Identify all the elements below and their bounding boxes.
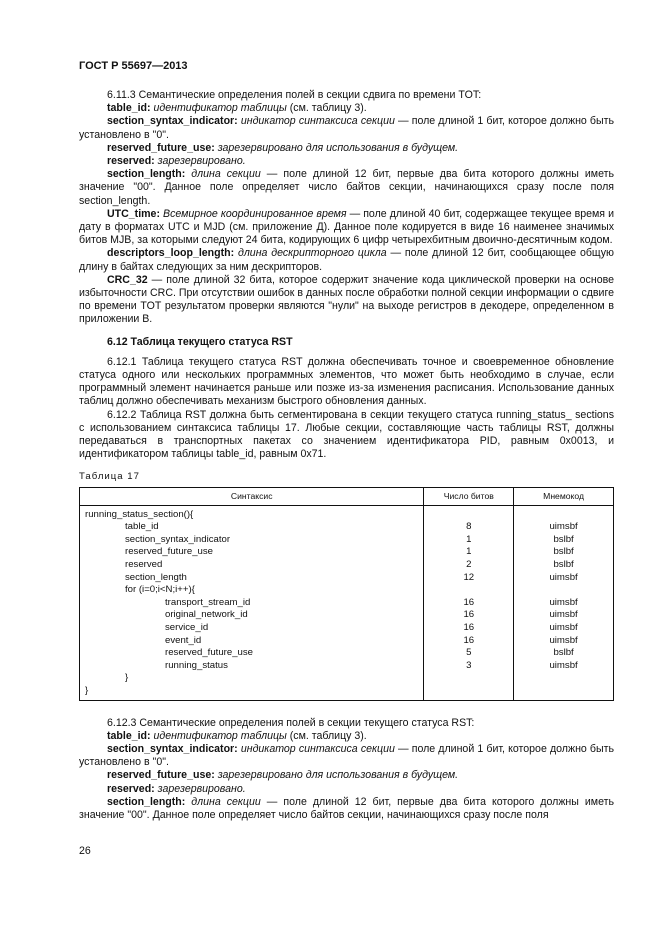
section-intro-rst: 6.12.3 Семантические определения полей в секции текущего статуса RST:	[107, 716, 475, 729]
table-row	[80, 505, 614, 521]
table-row	[80, 635, 614, 648]
section-intro-tot: 6.11.3 Семантические определения полей в секции сдвига по времени TOT:	[107, 89, 482, 101]
cell-syntax: section_syntax_indicator	[80, 534, 424, 547]
cell-bits: 16	[424, 622, 514, 635]
table-row	[80, 572, 614, 585]
cell-mnemonic	[514, 584, 614, 597]
cell-bits: 16	[424, 609, 514, 622]
cell-mnemonic	[514, 685, 614, 700]
cell-syntax: for (i=0;i<N;i++){	[80, 584, 424, 597]
cell-syntax: event_id	[80, 635, 424, 648]
table-header-bits: Число битов	[424, 487, 514, 505]
field-ssi-tot: section_syntax_indicator: индикатор синтаксиса секции — поле длиной 1 бит, которое должно быть установлено в "0".	[79, 115, 614, 141]
table-row	[80, 546, 614, 559]
field-crc32: CRC_32 — поле длиной 32 бита, которое содержит значение кода циклической проверки на основе избыточности CRC. При отсутствии ошибок в данных после обработки полной секции информации о сдвиге по времени TOT результатом проверки являются "нули" на выходе регистров в декодере, определенном в приложении В.	[79, 273, 614, 326]
cell-bits: 1	[424, 534, 514, 547]
cell-syntax: running_status_section(){	[80, 505, 424, 521]
field-reserved-rst: reserved: зарезервировано.	[107, 782, 246, 795]
cell-mnemonic: uimsbf	[514, 609, 614, 622]
cell-bits: 8	[424, 521, 514, 534]
cell-bits: 1	[424, 546, 514, 559]
cell-bits	[424, 584, 514, 597]
cell-syntax: reserved	[80, 559, 424, 572]
table-row	[80, 597, 614, 610]
field-reserved-tot: reserved: зарезервировано.	[107, 155, 246, 168]
table-header-mnemonic: Мнемокод	[514, 487, 614, 505]
cell-mnemonic: uimsbf	[514, 572, 614, 585]
cell-syntax: reserved_future_use	[80, 647, 424, 660]
cell-bits: 12	[424, 572, 514, 585]
syntax-table	[79, 487, 614, 701]
field-rfu-tot: reserved_future_use: зарезервировано для использования в будущем.	[107, 141, 459, 154]
table-row	[80, 584, 614, 597]
cell-syntax: reserved_future_use	[80, 546, 424, 559]
cell-syntax: service_id	[80, 622, 424, 635]
cell-bits	[424, 685, 514, 700]
field-section-length-rst: section_length: длина секции — поле длиной 12 бит, первые два бита которого должны иметь значение "00". Данное поле определяет число байтов секции, начинающихся сразу после поля	[79, 795, 614, 822]
cell-mnemonic	[514, 505, 614, 521]
cell-mnemonic: uimsbf	[514, 635, 614, 648]
syntax-table-body	[80, 505, 614, 700]
field-utc-time: UTC_time: Всемирное координированное время — поле длиной 40 бит, содержащее текущее время и дату в форматах UTC и MJD (см. приложение Д). Данное поле кодируется в виде 16 наименее значимых битов MJB, за которыми следуют 24 бита, кодирующих 6 цифр четырехбитным двоично-десятичным кодом.	[79, 207, 614, 247]
table-row	[80, 534, 614, 547]
table-row	[80, 685, 614, 700]
cell-bits: 16	[424, 635, 514, 648]
field-ssi-rst: section_syntax_indicator: индикатор синтаксиса секции — поле длиной 1 бит, которое должно быть установлено в "0".	[79, 743, 614, 769]
document-header: ГОСТ Р 55697—2013	[79, 60, 188, 72]
cell-syntax: }	[80, 685, 424, 700]
table-row	[80, 647, 614, 660]
table-row	[80, 672, 614, 685]
cell-bits	[424, 505, 514, 521]
section-title-rst: 6.12 Таблица текущего статуса RST	[107, 335, 293, 348]
cell-syntax: running_status	[80, 660, 424, 673]
cell-bits: 3	[424, 660, 514, 673]
cell-bits: 16	[424, 597, 514, 610]
table-row	[80, 559, 614, 572]
cell-syntax: }	[80, 672, 424, 685]
paragraph-6-12-1: 6.12.1 Таблица текущего статуса RST должна обеспечивать точное и своевременное обновление статуса одного или нескольких программных элементов, что может быть необходимо в случае, если программный элемент начинается раньше или позже из-за изменения расписания. Использование данных таблиц должно обеспечивать механизм быстрого обновления данных.	[79, 355, 614, 408]
paragraph-6-12-2: 6.12.2 Таблица RST должна быть сегментирована в секции текущего статуса running_status_ sections с использованием синтаксиса таблицы 17. Любые секции, составляющие часть таблицы RST, должны передаваться в транспортных пакетах со значением идентификатора PID, равным 0x0013, и идентификатором таблицы table_id, равным 0x71.	[79, 408, 614, 461]
table-row	[80, 521, 614, 534]
cell-mnemonic: uimsbf	[514, 660, 614, 673]
cell-mnemonic: bslbf	[514, 534, 614, 547]
cell-mnemonic: uimsbf	[514, 597, 614, 610]
field-table-id-tot: table_id: идентификатор таблицы (см. таблицу 3).	[107, 102, 367, 115]
cell-bits: 2	[424, 559, 514, 572]
page-content	[79, 89, 614, 822]
cell-syntax: transport_stream_id	[80, 597, 424, 610]
field-table-id-rst: table_id: идентификатор таблицы (см. таблицу 3).	[107, 729, 367, 742]
cell-mnemonic: uimsbf	[514, 521, 614, 534]
table-header-syntax: Синтаксис	[80, 487, 424, 505]
cell-mnemonic: uimsbf	[514, 622, 614, 635]
cell-syntax: section_length	[80, 572, 424, 585]
cell-syntax: original_network_id	[80, 609, 424, 622]
field-rfu-rst: reserved_future_use: зарезервировано для использования в будущем.	[107, 769, 459, 782]
page-number: 26	[79, 845, 91, 857]
cell-mnemonic: bslbf	[514, 546, 614, 559]
cell-mnemonic: bslbf	[514, 647, 614, 660]
table-row	[80, 660, 614, 673]
table-row	[80, 609, 614, 622]
field-section-length-tot: section_length: длина секции — поле длиной 12 бит, первые два бита которого должны иметь значение "00". Данное поле определяет число байтов секции, начинающихся сразу после поля section_length.	[79, 168, 614, 207]
table-caption: Таблица 17	[79, 471, 140, 483]
cell-syntax: table_id	[80, 521, 424, 534]
field-descriptors-loop-length: descriptors_loop_length: длина дескрипторного цикла — поле длиной 12 бит, сообщающее общую длину в байтах следующих за ним дескрипторов.	[79, 247, 614, 273]
cell-mnemonic: bslbf	[514, 559, 614, 572]
cell-bits: 5	[424, 647, 514, 660]
table-row	[80, 622, 614, 635]
cell-mnemonic	[514, 672, 614, 685]
cell-bits	[424, 672, 514, 685]
